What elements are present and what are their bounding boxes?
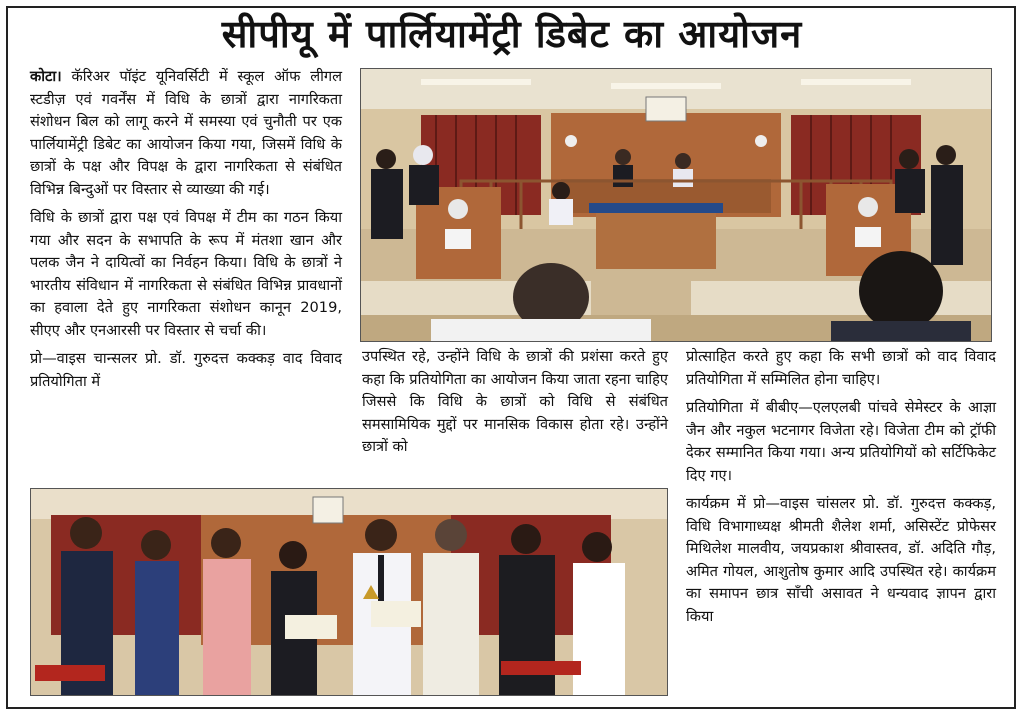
dateline: कोटा।	[30, 68, 62, 85]
headline: सीपीयू में पार्लियामेंट्री डिबेट का आयोजन	[221, 12, 803, 56]
paragraph: उपस्थित रहे, उन्होंने विधि के छात्रों की प्रशंसा करते हुए कहा कि प्रतियोगिता का आयोजन किया जाता रहना चाहिए जिससे कि विधि के छात्रों को विधि से संबंधित समसामियिक मुद्दों पर मानसिक विकास होता रहे। उन्होंने छात्रों को	[362, 348, 668, 455]
article-column-1	[30, 66, 342, 399]
paragraph: प्रो—वाइस चान्सलर प्रो. डॉ. गुरुदत्त कक्कड़ वाद विवाद प्रतियोगिता में	[30, 350, 342, 390]
paragraph: कार्यक्रम में प्रो—वाइस चांसलर प्रो. डॉ. गुरुदत्त कक्कड़, विधि विभागाध्यक्ष श्रीमती शैलेश शर्मा, असिस्टेंट प्रोफेसर मिथिलेश मालवीय, जयप्रकाश श्रीवास्तव, डॉ. अदिति गौड़, अमित गोयल, आशुतोष कुमार आदि उपस्थित रहे। कार्यक्रम का समापन छात्र साँची असावत ने धन्यवाद ज्ञापन द्वारा किया	[686, 495, 996, 625]
paragraph-text: कॅरिअर पॉइंट यूनिवर्सिटी में स्कूल ऑफ लीगल स्टडीज़ एवं गवर्नेंस में विधि के छात्रों द्वारा नागरिकता संशोधन बिल को लागू करने में समस्या एवं चुनौती पर एक पार्लियामेंट्री डिबेट का आयोजन किया गया, जिसमें विधि के छात्रों के पक्ष और विपक्ष के द्वारा नागरिकता से संबंधित विभिन्न बिन्दुओं पर विस्तार से व्याख्या की गई।	[30, 68, 342, 198]
paragraph: प्रतियोगिता में बीबीए—एलएलबी पांचवे सेमेस्टर के आज्ञा जैन और नकुल भटनागर विजेता रहे। विजेता टीम को ट्रॉफी देकर सम्मानित किया गया। अन्य प्रतियोगियों को सर्टिफिकेट दिए गए।	[686, 399, 996, 484]
paragraph: विधि के छात्रों द्वारा पक्ष एवं विपक्ष में टीम का गठन किया गया और सदन के सभापति के रूप में मंतशा खान और पलक जैन ने दायित्वों का निर्वहन किया। विधि के छात्रों ने भारतीय संविधान में नागरिकता से संबंधित विभिन्न प्रावधानों का हवाला देते हुए नागरिकता संशोधन कानून 2019, सीएए और एनआरसी पर विस्तार से चर्चा की।	[30, 209, 342, 339]
paragraph	[30, 66, 342, 201]
article-column-2	[362, 346, 668, 465]
debate-hall-photo	[360, 68, 992, 342]
award-ceremony-photo	[30, 488, 668, 696]
article-column-3	[686, 346, 996, 634]
paragraph: प्रोत्साहित करते हुए कहा कि सभी छात्रों को वाद विवाद प्रतियोगिता में सम्मिलित होना चाहिए।	[686, 348, 996, 388]
